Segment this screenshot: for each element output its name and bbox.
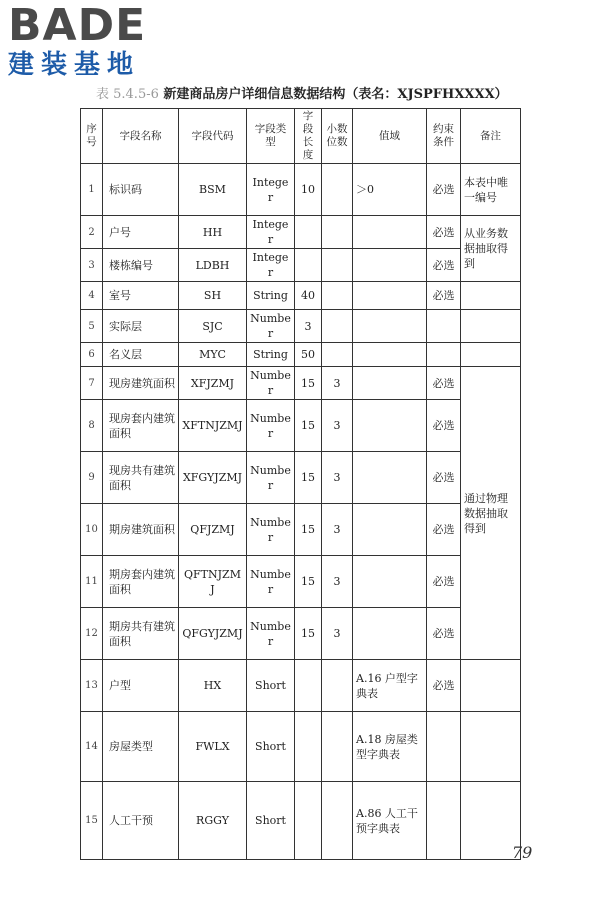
constraint-cell: 必选 [427, 504, 461, 556]
page-number: 79 [512, 843, 533, 862]
constraint-cell: 必选 [427, 282, 461, 310]
seq-cell: 11 [81, 556, 103, 608]
constraint-cell: 必选 [427, 367, 461, 400]
length-cell [295, 782, 322, 860]
length-cell: 3 [295, 310, 322, 343]
name-cell: 标识码 [103, 164, 179, 216]
type-cell: String [247, 282, 295, 310]
name-cell: 实际层 [103, 310, 179, 343]
range-cell: A.86 人工干预字典表 [353, 782, 427, 860]
decimals-cell [322, 164, 353, 216]
note-cell [461, 660, 521, 712]
seq-cell: 3 [81, 249, 103, 282]
table-row [81, 660, 521, 712]
code-cell: MYC [179, 343, 247, 367]
seq-cell: 9 [81, 452, 103, 504]
decimals-cell: 3 [322, 400, 353, 452]
type-cell: Number [247, 310, 295, 343]
seq-cell: 10 [81, 504, 103, 556]
name-cell: 期房建筑面积 [103, 504, 179, 556]
type-cell: String [247, 343, 295, 367]
length-cell: 50 [295, 343, 322, 367]
constraint-cell: 必选 [427, 608, 461, 660]
type-cell: Number [247, 400, 295, 452]
note-cell [461, 282, 521, 310]
decimals-cell [322, 712, 353, 782]
table-row [81, 343, 521, 367]
data-structure-table [80, 108, 521, 860]
seq-cell: 6 [81, 343, 103, 367]
seq-cell: 7 [81, 367, 103, 400]
decimals-cell: 3 [322, 556, 353, 608]
decimals-cell [322, 282, 353, 310]
note-cell [461, 343, 521, 367]
constraint-cell: 必选 [427, 216, 461, 249]
length-cell: 40 [295, 282, 322, 310]
type-cell: Number [247, 608, 295, 660]
seq-cell: 4 [81, 282, 103, 310]
code-cell: XFTNJZMJ [179, 400, 247, 452]
decimals-cell [322, 310, 353, 343]
table-number: 表 5.4.5-6 [96, 87, 159, 102]
constraint-cell [427, 310, 461, 343]
seq-cell: 1 [81, 164, 103, 216]
decimals-cell: 3 [322, 504, 353, 556]
seq-cell: 8 [81, 400, 103, 452]
table-row [81, 249, 521, 282]
table-row [81, 712, 521, 782]
table-title: 新建商品房户详细信息数据结构（表名：XJSPFHXXXX） [163, 87, 508, 102]
decimals-cell [322, 216, 353, 249]
header-row [81, 109, 521, 164]
name-cell: 现房套内建筑面积 [103, 400, 179, 452]
table-row [81, 310, 521, 343]
name-cell: 户号 [103, 216, 179, 249]
header-cell: 小数位数 [322, 109, 353, 164]
decimals-cell: 3 [322, 367, 353, 400]
name-cell: 房屋类型 [103, 712, 179, 782]
range-cell [353, 400, 427, 452]
note-cell: 通过物理数据抽取得到 [461, 367, 521, 660]
length-cell: 15 [295, 400, 322, 452]
constraint-cell: 必选 [427, 660, 461, 712]
table-row [81, 400, 521, 452]
range-cell: A.16 户型字典表 [353, 660, 427, 712]
name-cell: 户型 [103, 660, 179, 712]
type-cell: Short [247, 712, 295, 782]
seq-cell: 12 [81, 608, 103, 660]
range-cell [353, 343, 427, 367]
range-cell [353, 452, 427, 504]
range-cell [353, 367, 427, 400]
length-cell: 15 [295, 608, 322, 660]
length-cell [295, 660, 322, 712]
length-cell: 15 [295, 452, 322, 504]
code-cell: SH [179, 282, 247, 310]
code-cell: XFGYJZMJ [179, 452, 247, 504]
header-cell: 字段类型 [247, 109, 295, 164]
name-cell: 名义层 [103, 343, 179, 367]
seq-cell: 13 [81, 660, 103, 712]
type-cell: Integer [247, 249, 295, 282]
table-row [81, 782, 521, 860]
constraint-cell: 必选 [427, 164, 461, 216]
code-cell: QFGYJZMJ [179, 608, 247, 660]
range-cell: ＞0 [353, 164, 427, 216]
header-cell: 值域 [353, 109, 427, 164]
name-cell: 人工干预 [103, 782, 179, 860]
note-cell: 从业务数据抽取得到 [461, 216, 521, 282]
bade-logo [8, 0, 178, 80]
name-cell: 现房共有建筑面积 [103, 452, 179, 504]
table-row [81, 282, 521, 310]
range-cell [353, 310, 427, 343]
type-cell: Short [247, 782, 295, 860]
note-cell [461, 310, 521, 343]
decimals-cell [322, 660, 353, 712]
length-cell: 15 [295, 504, 322, 556]
type-cell: Number [247, 504, 295, 556]
type-cell: Number [247, 367, 295, 400]
length-cell: 15 [295, 556, 322, 608]
decimals-cell: 3 [322, 452, 353, 504]
decimals-cell [322, 343, 353, 367]
table-row [81, 556, 521, 608]
decimals-cell [322, 249, 353, 282]
code-cell: SJC [179, 310, 247, 343]
table-row [81, 367, 521, 400]
range-cell [353, 216, 427, 249]
code-cell: XFJZMJ [179, 367, 247, 400]
length-cell: 15 [295, 367, 322, 400]
table-row [81, 216, 521, 249]
table-row [81, 504, 521, 556]
constraint-cell: 必选 [427, 400, 461, 452]
name-cell: 现房建筑面积 [103, 367, 179, 400]
code-cell: FWLX [179, 712, 247, 782]
constraint-cell: 必选 [427, 249, 461, 282]
constraint-cell: 必选 [427, 556, 461, 608]
code-cell: LDBH [179, 249, 247, 282]
range-cell: A.18 房屋类型字典表 [353, 712, 427, 782]
type-cell: Short [247, 660, 295, 712]
constraint-cell [427, 782, 461, 860]
code-cell: QFTNJZMJ [179, 556, 247, 608]
range-cell [353, 282, 427, 310]
type-cell: Integer [247, 164, 295, 216]
header-cell: 字段代码 [179, 109, 247, 164]
type-cell: Integer [247, 216, 295, 249]
table-row [81, 452, 521, 504]
constraint-cell [427, 343, 461, 367]
code-cell: QFJZMJ [179, 504, 247, 556]
table-caption [96, 83, 508, 102]
header-cell: 备注 [461, 109, 521, 164]
length-cell [295, 249, 322, 282]
name-cell: 期房套内建筑面积 [103, 556, 179, 608]
header-cell: 约束条件 [427, 109, 461, 164]
note-cell: 本表中唯一编号 [461, 164, 521, 216]
length-cell [295, 712, 322, 782]
decimals-cell: 3 [322, 608, 353, 660]
decimals-cell [322, 782, 353, 860]
name-cell: 期房共有建筑面积 [103, 608, 179, 660]
seq-cell: 5 [81, 310, 103, 343]
code-cell: RGGY [179, 782, 247, 860]
range-cell [353, 504, 427, 556]
constraint-cell [427, 712, 461, 782]
type-cell: Number [247, 452, 295, 504]
length-cell [295, 216, 322, 249]
name-cell: 楼栋编号 [103, 249, 179, 282]
logo-text-en: BADE [8, 0, 147, 51]
constraint-cell: 必选 [427, 452, 461, 504]
range-cell [353, 249, 427, 282]
code-cell: BSM [179, 164, 247, 216]
header-cell: 字段长度 [295, 109, 322, 164]
range-cell [353, 608, 427, 660]
logo-text-cn: 建装基地 [8, 50, 141, 80]
name-cell: 室号 [103, 282, 179, 310]
seq-cell: 2 [81, 216, 103, 249]
header-cell: 序号 [81, 109, 103, 164]
range-cell [353, 556, 427, 608]
note-cell [461, 712, 521, 782]
table-row [81, 164, 521, 216]
length-cell: 10 [295, 164, 322, 216]
header-cell: 字段名称 [103, 109, 179, 164]
code-cell: HH [179, 216, 247, 249]
type-cell: Number [247, 556, 295, 608]
code-cell: HX [179, 660, 247, 712]
seq-cell: 14 [81, 712, 103, 782]
seq-cell: 15 [81, 782, 103, 860]
table-row [81, 608, 521, 660]
